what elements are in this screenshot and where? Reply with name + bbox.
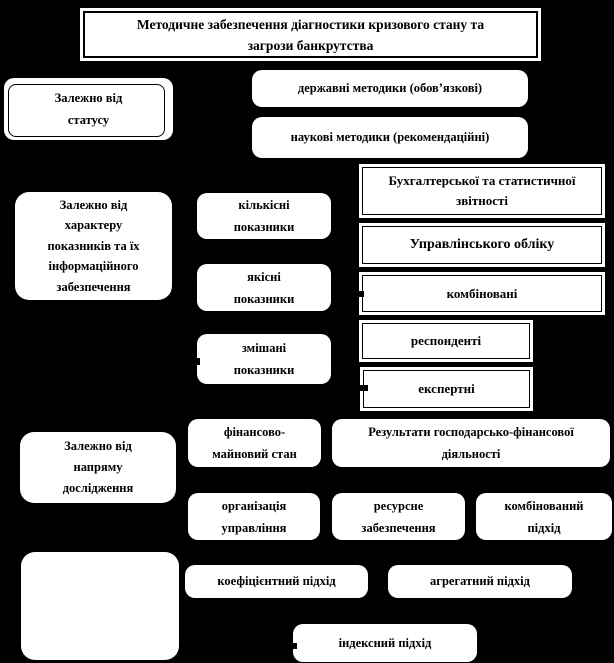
- category-napryam-box: [20, 432, 176, 503]
- item-koefitsientnyi-pidkhid-text: коефіцієнтний підхід: [217, 574, 336, 589]
- item-resursne-zabezpechennya-box: [332, 493, 465, 540]
- connector-stub-kombinovani: [355, 291, 364, 297]
- item-naukovi-metodyky-box: [252, 117, 528, 158]
- diagram-title-box: [83, 11, 538, 58]
- item-kilkisni-pokaznyky-box: [197, 193, 331, 239]
- item-respondenti-box: [362, 323, 530, 359]
- connector-stub-indeksnyi: [291, 643, 297, 649]
- item-derzhavni-metodyky-text: державні методики (обов’язкові): [297, 81, 483, 96]
- connector-stub-zmishani: [193, 358, 200, 365]
- item-derzhavni-metodyky-box: [252, 70, 528, 107]
- item-kilkisni-pokaznyky-text: кількісні показники: [233, 198, 295, 234]
- item-organizatsiya-upravlinnya-text: організація управління: [221, 498, 287, 535]
- item-naukovi-metodyky-text: наукові методики (рекомендаційні): [290, 130, 490, 145]
- item-indeksnyi-pidkhid-box: [293, 624, 477, 662]
- item-upravlinskogo-obliku-text: Управлінського обліку: [409, 237, 555, 252]
- item-agregatnyi-pidkhid-text: агрегатний підхід: [430, 574, 530, 589]
- item-rezultaty-diyalnosti-text: Результати господарсько-фінансової діяльності: [368, 425, 574, 461]
- diagram-title-text: Методичне забезпечення діагностики кризового стану та загрози банкрутства: [136, 16, 485, 53]
- item-indeksnyi-pidkhid-text: індексний підхід: [338, 635, 432, 650]
- item-respondenti-text: респонденті: [410, 333, 482, 348]
- item-ekspertni-text: експертні: [418, 381, 475, 396]
- item-zmishani-pokaznyky-box: [197, 334, 331, 384]
- category-character-text: Залежно від характеру показників та їх інформаційного забезпечення: [47, 197, 140, 294]
- category-status-text: Залежно від статусу: [54, 91, 123, 127]
- item-finansovo-mainovyi-stan-text: фінансово- майновий стан: [212, 425, 297, 461]
- item-kombinovanyi-pidkhid-text: комбінований підхід: [504, 498, 584, 535]
- item-kombinovani-text: комбіновані: [446, 285, 518, 301]
- item-kombinovanyi-pidkhid-box: [476, 493, 612, 540]
- item-yakisni-pokaznyky-text: якісні показники: [233, 269, 295, 306]
- item-ekspertni-box: [363, 370, 530, 408]
- item-koefitsientnyi-pidkhid-box: [185, 565, 368, 598]
- category-napryam-text: Залежно від напряму дослідження: [62, 439, 134, 495]
- category-character-box: [15, 192, 172, 300]
- item-yakisni-pokaznyky-box: [197, 264, 331, 311]
- item-resursne-zabezpechennya-text: ресурсне забезпечення: [361, 498, 436, 535]
- item-buhgalterska-zvitnist-text: Бухгалтерської та статистичної звітності: [388, 173, 576, 208]
- category-status-box: [4, 78, 173, 140]
- item-upravlinskogo-obliku-box: [362, 226, 602, 264]
- connector-stub-ekspertni: [359, 385, 368, 391]
- item-zmishani-pokaznyky-text: змішані показники: [233, 341, 295, 377]
- item-buhgalterska-zvitnist-box: [362, 167, 602, 215]
- category-metodyka-box: [21, 552, 179, 660]
- item-rezultaty-diyalnosti-box: [332, 419, 610, 467]
- item-kombinovani-box: [362, 275, 602, 312]
- item-organizatsiya-upravlinnya-box: [188, 493, 320, 540]
- item-finansovo-mainovyi-stan-box: [188, 419, 321, 467]
- item-agregatnyi-pidkhid-box: [388, 565, 572, 598]
